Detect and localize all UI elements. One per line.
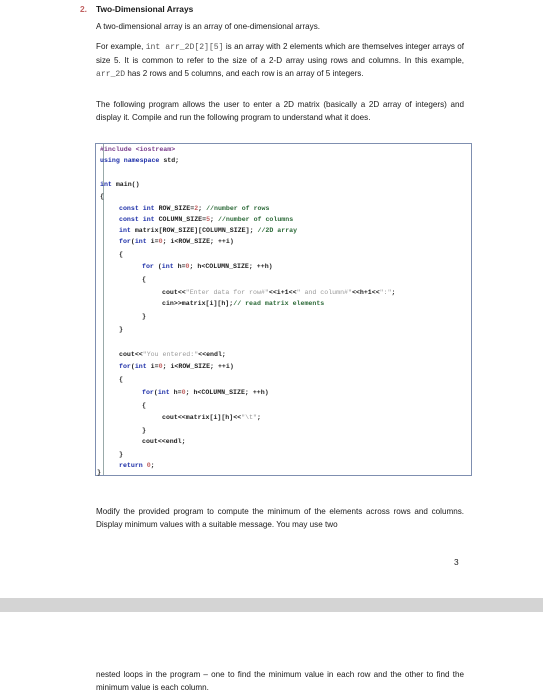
code-line: } [97, 469, 101, 476]
paragraph-intro: A two-dimensional array is an array of one-dimensional arrays. [96, 22, 321, 31]
code-line: { [142, 402, 146, 409]
code-line: cout<<"You entered:"<<endl; [119, 351, 226, 358]
inline-code: int arr_2D[2][5] [145, 43, 224, 52]
code-line: } [119, 451, 123, 458]
code-line: #include <iostream> [100, 146, 176, 153]
code-line: cout<<"Enter data for row#"<<i+1<<" and column#"<<h+1<<":"; [162, 289, 396, 296]
code-line: const int ROW_SIZE=2; //number of rows [119, 205, 270, 212]
code-line: } [142, 427, 146, 434]
paragraph-text: has 2 rows and 5 columns, and each row is an array of 5 integers. [127, 69, 364, 78]
code-line: } [142, 313, 146, 320]
code-line: cout<<matrix[i][h]<<"\t"; [162, 414, 261, 421]
code-line: { [119, 251, 123, 258]
code-line: return 0; [119, 462, 155, 469]
section-heading [80, 4, 193, 14]
page-break [0, 598, 543, 612]
code-line: } [119, 326, 123, 333]
section-number: 2. [80, 4, 87, 14]
code-line: for(int i=0; i<ROW_SIZE; ++i) [119, 363, 234, 370]
paragraph-example [96, 40, 464, 81]
paragraph-text: For example, [96, 42, 144, 51]
paragraph-text: is an array with 2 elements which are themselves integer arrays of size 5. It is common to refer to the size of a 2-D array using rows and columns. In this example, [96, 42, 465, 65]
page-number: 3 [454, 557, 459, 567]
code-line: for(int i=0; i<ROW_SIZE; ++i) [119, 238, 234, 245]
code-line: int matrix[ROW_SIZE][COLUMN_SIZE]; //2D array [119, 227, 298, 234]
code-line: for (int h=0; h<COLUMN_SIZE; ++h) [142, 263, 273, 270]
paragraph-task: Modify the provided program to compute the minimum of the elements across rows and columns. Display minimum values with a suitable message. You may use two [96, 507, 464, 529]
code-line: { [100, 193, 104, 200]
code-line: for(int h=0; h<COLUMN_SIZE; ++h) [142, 389, 269, 396]
paragraph-program-description: The following program allows the user to enter a 2D matrix (basically a 2D array of integers) and display it. Compile and run the following program to understand what it does. [96, 100, 464, 122]
code-line: { [119, 376, 123, 383]
inline-code: arr_2D [96, 70, 126, 79]
code-block [95, 143, 472, 476]
code-line: using namespace std; [100, 157, 180, 164]
document-page [0, 612, 543, 700]
code-line: int main() [100, 181, 140, 188]
code-line: { [142, 276, 146, 283]
code-line: const int COLUMN_SIZE=5; //number of columns [119, 216, 294, 223]
section-title: Two-Dimensional Arrays [96, 4, 194, 14]
code-line: cin>>matrix[i][h];// read matrix elements [162, 300, 325, 307]
paragraph-task-continued: nested loops in the program – one to find the minimum value in each row and the other to find the minimum value is each column. [96, 670, 464, 692]
code-line: cout<<endl; [142, 438, 186, 445]
